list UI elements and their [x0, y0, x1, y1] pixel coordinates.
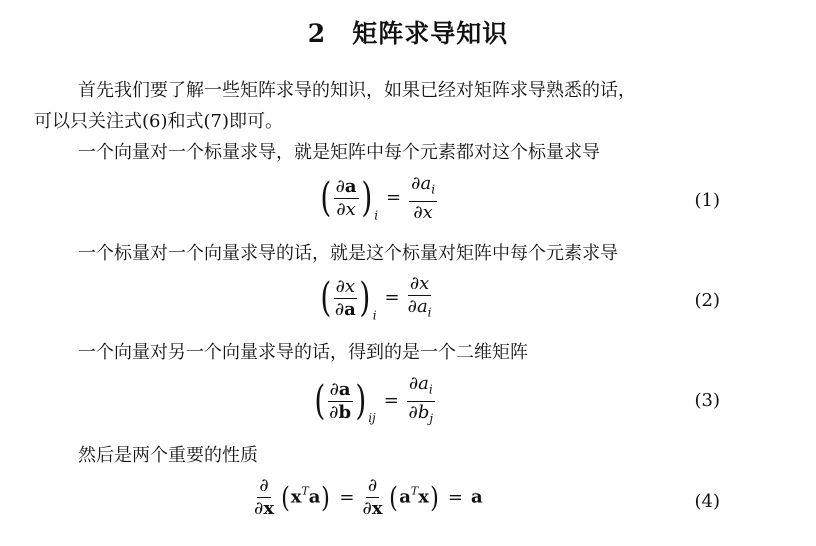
paragraph-vector-by-scalar: 一个向量对一个标量求导，就是矩阵中每个元素都对这个标量求导 — [78, 142, 600, 163]
paragraph-vector-by-vector: 一个向量对另一个向量求导的话，得到的是一个二维矩阵 — [78, 342, 528, 363]
section-number: 2 — [307, 19, 327, 48]
equation-3: ( $\frac{\partial a}{\partial b}$ ) $_{ij}$= $\frac{\partial a_i}{\partial b_j}$ — [314, 373, 434, 426]
intro-paragraph-line1: 首先我们要了解一些矩阵求导的知识，如果已经对矩阵求导熟悉的话， — [78, 80, 636, 101]
equation-number-2: (2) — [694, 290, 720, 311]
equation-number-1: (1) — [694, 190, 720, 211]
equation-number-3: (3) — [694, 390, 720, 411]
paragraph-scalar-by-vector: 一个标量对一个向量求导的话，就是这个标量对矩阵中每个元素求导 — [78, 243, 618, 264]
equation-2: ( $\frac{\partial x}{\partial a}$ ) $_i$= $\frac{\partial x}{\partial a_i}$ — [320, 273, 432, 323]
equation-4: $\frac{\partial}{\partial x}$ $(x^Ta)$ = $\frac{\partial}{\partial x}$ $(a^Tx) = a$ — [254, 475, 483, 519]
equation-number-4: (4) — [694, 491, 720, 512]
section-heading — [0, 14, 816, 50]
section-title: 矩阵求导知识 — [352, 19, 509, 48]
paragraph-properties: 然后是两个重要的性质 — [78, 445, 258, 466]
equation-1: ( $\frac{\partial a}{\partial x}$ ) $_i$= $\frac{\partial a_i}{\partial x}$ — [320, 173, 436, 223]
intro-paragraph-line2: 可以只关注式(6)和式(7)即可。 — [34, 111, 283, 132]
